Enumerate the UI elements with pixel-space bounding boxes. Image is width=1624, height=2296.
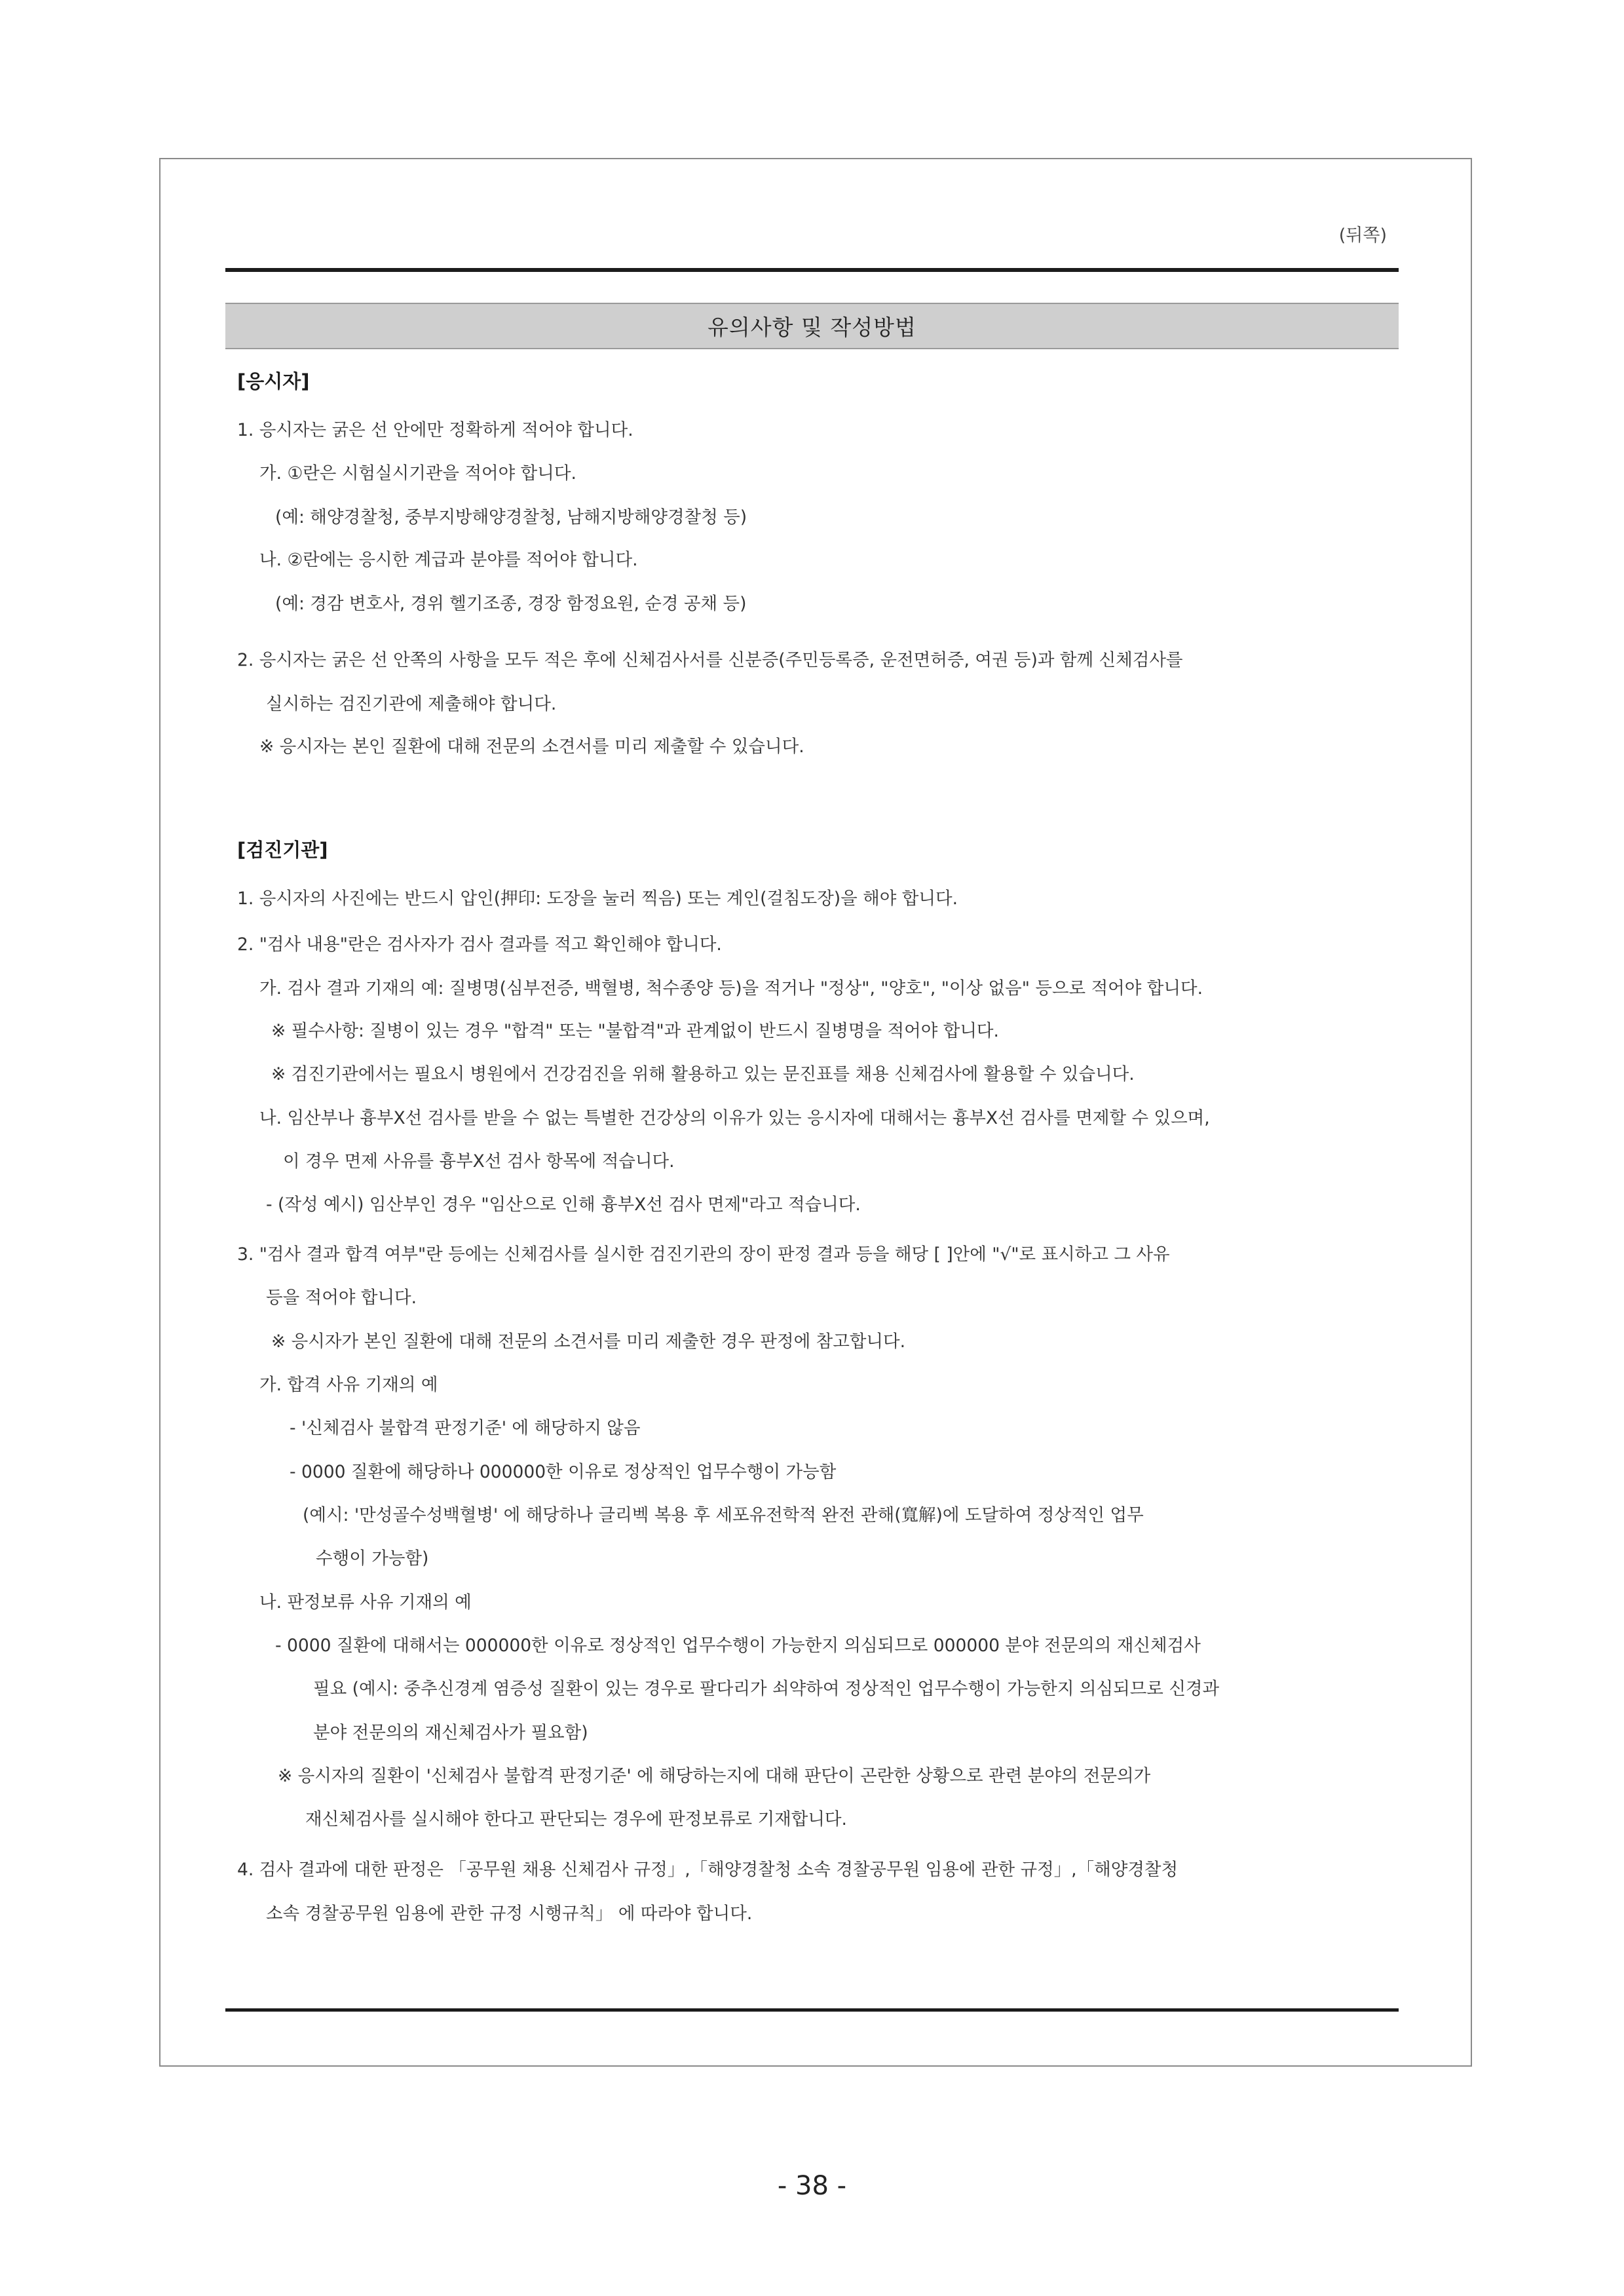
text-line: 2. 응시자는 굵은 선 안쪽의 사항을 모두 적은 후에 신체검사서를 신분증(주민등록증, 운전면허증, 여권 등)과 함께 신체검사를 bbox=[237, 650, 1183, 670]
text-line: 나. 판정보류 사유 기재의 예 bbox=[259, 1592, 472, 1613]
bottom-rule bbox=[225, 2008, 1399, 2012]
text-line: 가. ①란은 시험실시기관을 적어야 합니다. bbox=[259, 463, 576, 484]
section-heading-clinic: [검진기관] bbox=[237, 839, 328, 861]
page-number: - 38 - bbox=[777, 2171, 847, 2201]
text-line: 나. ②란에는 응시한 계급과 분야를 적어야 합니다. bbox=[259, 550, 638, 570]
text-line: 1. 응시자의 사진에는 반드시 압인(押印: 도장을 눌러 찍음) 또는 계인(걸침도장)을 해야 합니다. bbox=[237, 889, 958, 909]
text-line: ※ 응시자가 본인 질환에 대해 전문의 소견서를 미리 제출한 경우 판정에 참고합니다. bbox=[271, 1331, 906, 1352]
text-line: - 0000 질환에 대해서는 000000한 이유로 정상적인 업무수행이 가능한지 의심되므로 000000 분야 전문의의 재신체검사 bbox=[275, 1636, 1201, 1656]
section-heading-applicant: [응시자] bbox=[237, 370, 310, 392]
text-line: 나. 임산부나 흉부X선 검사를 받을 수 없는 특별한 건강상의 이유가 있는 응시자에 대해서는 흉부X선 검사를 면제할 수 있으며, bbox=[259, 1108, 1210, 1128]
document-frame bbox=[159, 158, 1472, 2067]
text-line: 수행이 가능함) bbox=[316, 1548, 429, 1569]
text-line: 3. "검사 결과 합격 여부"란 등에는 신체검사를 실시한 검진기관의 장이 판정 결과 등을 해당 [ ]안에 "√"로 표시하고 그 사유 bbox=[237, 1244, 1170, 1265]
text-line: - '신체검사 불합격 판정기준' 에 해당하지 않음 bbox=[290, 1418, 641, 1438]
text-line: 필요 (예시: 중추신경계 염증성 질환이 있는 경우로 팔다리가 쇠약하여 정상적인 업무수행이 가능한지 의심되므로 신경과 bbox=[313, 1679, 1220, 1699]
text-line: 가. 합격 사유 기재의 예 bbox=[259, 1375, 438, 1395]
page-title: 유의사항 및 작성방법 bbox=[225, 303, 1399, 349]
text-line: 4. 검사 결과에 대한 판정은 「공무원 채용 신체검사 규정」,「해양경찰청 소속 경찰공무원 임용에 관한 규정」,「해양경찰청 bbox=[237, 1860, 1179, 1880]
text-line: (예: 해양경찰청, 중부지방해양경찰청, 남해지방해양경찰청 등) bbox=[275, 507, 747, 527]
text-line: 1. 응시자는 굵은 선 안에만 정확하게 적어야 합니다. bbox=[237, 420, 633, 440]
text-line: ※ 필수사항: 질병이 있는 경우 "합격" 또는 "불합격"과 관계없이 반드시 질병명을 적어야 합니다. bbox=[271, 1021, 999, 1041]
text-line: ※ 응시자의 질환이 '신체검사 불합격 판정기준' 에 해당하는지에 대해 판단이 곤란한 상황으로 관련 분야의 전문의가 bbox=[278, 1766, 1151, 1786]
top-rule bbox=[225, 268, 1399, 272]
text-line: 이 경우 면제 사유를 흉부X선 검사 항목에 적습니다. bbox=[283, 1151, 675, 1172]
text-line: (예: 경감 변호사, 경위 헬기조종, 경장 함정요원, 순경 공채 등) bbox=[275, 594, 747, 614]
text-line: ※ 응시자는 본인 질환에 대해 전문의 소견서를 미리 제출할 수 있습니다. bbox=[259, 737, 804, 757]
text-line: 재신체검사를 실시해야 한다고 판단되는 경우에 판정보류로 기재합니다. bbox=[305, 1809, 847, 1829]
text-line: 분야 전문의의 재신체검사가 필요함) bbox=[313, 1723, 588, 1743]
text-line: 2. "검사 내용"란은 검사자가 검사 결과를 적고 확인해야 합니다. bbox=[237, 934, 722, 955]
text-line: 소속 경찰공무원 임용에 관한 규정 시행규칙」 에 따라야 합니다. bbox=[266, 1904, 753, 1924]
text-line: - (작성 예시) 임산부인 경우 "임산으로 인해 흉부X선 검사 면제"라고 적습니다. bbox=[266, 1195, 861, 1215]
text-line: (예시: '만성골수성백혈병' 에 해당하나 글리벡 복용 후 세포유전학적 완전 관해(寬解)에 도달하여 정상적인 업무 bbox=[303, 1505, 1144, 1525]
side-label: (뒤쪽) bbox=[1338, 225, 1387, 246]
text-line: - 0000 질환에 해당하나 000000한 이유로 정상적인 업무수행이 가능함 bbox=[290, 1462, 837, 1482]
text-line: 가. 검사 결과 기재의 예: 질병명(심부전증, 백혈병, 척수종양 등)을 적거나 "정상", "양호", "이상 없음" 등으로 적어야 합니다. bbox=[259, 978, 1203, 999]
text-line: 등을 적어야 합니다. bbox=[266, 1288, 417, 1308]
text-line: ※ 검진기관에서는 필요시 병원에서 건강검진을 위해 활용하고 있는 문진표를 채용 신체검사에 활용할 수 있습니다. bbox=[271, 1064, 1135, 1084]
text-line: 실시하는 검진기관에 제출해야 합니다. bbox=[266, 694, 557, 714]
